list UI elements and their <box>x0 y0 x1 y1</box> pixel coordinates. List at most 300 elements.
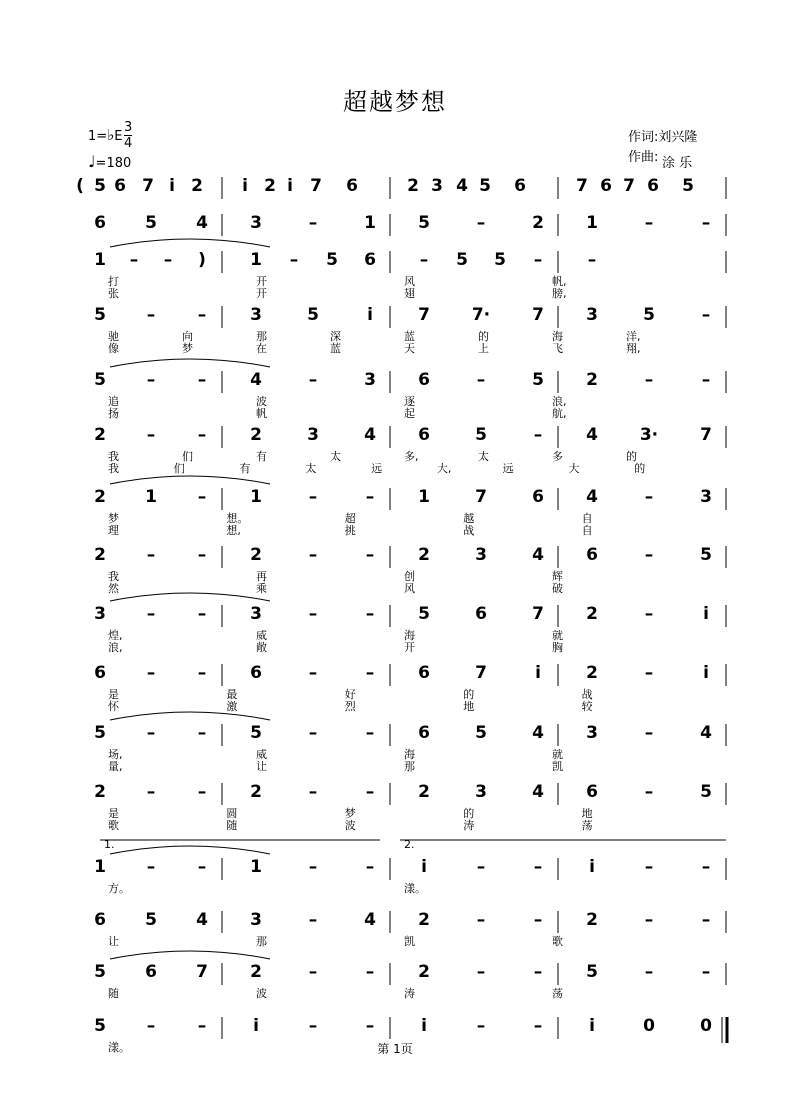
note: – <box>587 250 597 270</box>
note: – <box>197 545 207 565</box>
lyric: 像 <box>108 342 119 355</box>
note: – <box>476 962 486 982</box>
lyric: 荡 <box>552 987 563 1000</box>
note: – <box>197 370 207 390</box>
note: – <box>644 663 654 683</box>
note: – <box>533 1016 543 1036</box>
lyric: 翅 <box>404 287 415 300</box>
lyric: 海 <box>404 748 415 761</box>
note: – <box>701 370 711 390</box>
note: – <box>365 604 375 624</box>
note: i <box>535 663 541 683</box>
note: 5 <box>700 782 712 802</box>
note: 6 <box>94 663 106 683</box>
note: 2 <box>191 176 203 196</box>
note: – <box>533 857 543 877</box>
note: – <box>197 487 207 507</box>
lyric: 的 <box>463 807 475 820</box>
note: 6 <box>114 176 126 196</box>
lyric: 是 <box>108 807 119 820</box>
note: 4 <box>586 425 598 445</box>
note: – <box>308 487 318 507</box>
note: 2 <box>94 425 106 445</box>
note: – <box>308 1016 318 1036</box>
lyric: 荡 <box>581 819 593 832</box>
note: 6 <box>418 370 430 390</box>
lyric: 打 <box>108 275 119 288</box>
note: 4 <box>456 176 468 196</box>
lyricist: 作词:刘兴隆 <box>628 130 698 145</box>
note: 4 <box>196 910 208 930</box>
lyric: 让 <box>256 760 267 773</box>
lyric: 太 <box>305 462 317 475</box>
note: 5 <box>307 305 319 325</box>
note: ( <box>76 176 84 196</box>
lyric: 海 <box>404 629 415 642</box>
key-signature: 1=♭E <box>88 126 123 144</box>
lyric: 多 <box>552 450 563 463</box>
lyric: 凯 <box>552 760 563 773</box>
note: – <box>289 250 299 270</box>
note: – <box>146 663 156 683</box>
note: 5 <box>145 213 157 233</box>
note: 7· <box>471 305 491 325</box>
song-title: 超越梦想 <box>343 88 447 116</box>
lyric: 太 <box>478 450 489 463</box>
note: 5 <box>532 370 544 390</box>
lyric: 波 <box>344 819 356 832</box>
lyric: 远 <box>371 462 383 475</box>
note: 6 <box>532 487 544 507</box>
note: 6 <box>418 425 430 445</box>
note: 2 <box>94 487 106 507</box>
note: 1 <box>364 213 376 233</box>
note: 5 <box>418 213 430 233</box>
lyric: 有 <box>256 450 267 463</box>
note: – <box>308 782 318 802</box>
note: 2 <box>586 663 598 683</box>
note: 3· <box>639 425 659 445</box>
note: 4 <box>364 425 376 445</box>
lyric: 敞 <box>256 641 267 654</box>
note: 4 <box>700 723 712 743</box>
lyric: 让 <box>108 935 119 948</box>
note: 4 <box>532 723 544 743</box>
lyric: 想, <box>226 524 241 537</box>
note: – <box>644 604 654 624</box>
note: 3 <box>307 425 319 445</box>
lyric: 漾。 <box>404 882 426 895</box>
note: 2 <box>586 370 598 390</box>
lyric: 大, <box>436 462 452 475</box>
note: – <box>476 370 486 390</box>
lyric: 追 <box>108 395 119 408</box>
lyric: 翔, <box>626 342 641 355</box>
note: 2 <box>418 962 430 982</box>
note: 7 <box>532 604 544 624</box>
note: 6 <box>364 250 376 270</box>
note: i <box>421 1016 427 1036</box>
note: 3 <box>250 213 262 233</box>
lyric: 张 <box>108 287 119 300</box>
lyric: 梦 <box>108 512 119 525</box>
note: 2 <box>586 604 598 624</box>
lyric: 凯 <box>404 935 415 948</box>
note: 0 <box>700 1016 712 1036</box>
lyric: 的 <box>634 462 646 475</box>
note: – <box>197 723 207 743</box>
note: 4 <box>364 910 376 930</box>
note: – <box>644 857 654 877</box>
note: ) <box>198 250 206 270</box>
note: 1 <box>94 857 106 877</box>
note: 5 <box>145 910 157 930</box>
note: 2 <box>418 545 430 565</box>
note: 2 <box>407 176 419 196</box>
note: – <box>146 782 156 802</box>
time-signature: 3 4 <box>124 120 133 151</box>
note: 7 <box>475 663 487 683</box>
note: – <box>476 910 486 930</box>
slur <box>110 239 270 247</box>
lyric: 战 <box>581 688 593 701</box>
note: – <box>308 604 318 624</box>
note: 6 <box>346 176 358 196</box>
note: – <box>197 663 207 683</box>
lyric: 深 <box>330 330 341 343</box>
note: – <box>146 305 156 325</box>
lyric: 自 <box>581 512 593 525</box>
note: 6 <box>94 213 106 233</box>
note: – <box>419 250 429 270</box>
note: 5 <box>494 250 506 270</box>
note: 2 <box>532 213 544 233</box>
lyric: 膀, <box>552 287 567 300</box>
note: i <box>589 857 595 877</box>
note: i <box>703 604 709 624</box>
lyric: 挑 <box>344 524 356 537</box>
note: 5 <box>456 250 468 270</box>
lyric: 就 <box>552 629 563 642</box>
note: 3 <box>250 305 262 325</box>
note: 1 <box>250 487 262 507</box>
lyric: 天 <box>404 342 415 355</box>
note: 3 <box>94 604 106 624</box>
note: 6 <box>418 663 430 683</box>
note: – <box>701 857 711 877</box>
note: – <box>476 213 486 233</box>
note: – <box>365 1016 375 1036</box>
note: – <box>476 1016 486 1036</box>
note: 1 <box>250 857 262 877</box>
note: 5 <box>94 176 106 196</box>
slur <box>110 712 270 720</box>
note: i <box>367 305 373 325</box>
note: – <box>644 545 654 565</box>
note: 5 <box>94 370 106 390</box>
note: i <box>589 1016 595 1036</box>
note: – <box>146 370 156 390</box>
lyric: 乘 <box>256 582 267 595</box>
lyric: 涛 <box>463 819 475 832</box>
volta-1: 1. <box>104 838 115 851</box>
note: 1 <box>418 487 430 507</box>
lyric: 的 <box>463 688 475 701</box>
note: 2 <box>250 425 262 445</box>
lyric: 开 <box>256 275 267 288</box>
lyric: 波 <box>256 987 267 1000</box>
lyric: 超 <box>344 512 356 525</box>
note: 5 <box>250 723 262 743</box>
volta-2: 2. <box>404 838 415 851</box>
lyric: 量, <box>108 760 123 773</box>
note: – <box>146 425 156 445</box>
lyric: 开 <box>404 641 415 654</box>
lyric: 再 <box>256 570 267 583</box>
note: – <box>365 487 375 507</box>
note: 7 <box>576 176 588 196</box>
note: 3 <box>586 305 598 325</box>
lyric: 航, <box>552 407 567 420</box>
note: i <box>242 176 248 196</box>
lyric: 威 <box>256 748 267 761</box>
lyric: 那 <box>256 330 267 343</box>
note: 6 <box>145 962 157 982</box>
note: – <box>365 962 375 982</box>
note: 6 <box>250 663 262 683</box>
lyric: 地 <box>463 700 475 713</box>
lyric: 战 <box>463 524 475 537</box>
lyric: 帆 <box>256 407 267 420</box>
note: i <box>253 1016 259 1036</box>
note: – <box>365 663 375 683</box>
note: 1 <box>586 213 598 233</box>
note: 7 <box>310 176 322 196</box>
lyric: 的 <box>478 330 489 343</box>
lyric: 驰 <box>108 330 119 343</box>
slur <box>110 846 270 854</box>
note: 2 <box>264 176 276 196</box>
note: – <box>308 962 318 982</box>
note: – <box>365 545 375 565</box>
note: i <box>421 857 427 877</box>
lyric: 地 <box>581 807 593 820</box>
note: 7 <box>418 305 430 325</box>
note: 5 <box>475 723 487 743</box>
slur <box>110 951 270 959</box>
lyric: 那 <box>256 935 267 948</box>
note: – <box>533 962 543 982</box>
lyric: 创 <box>404 570 415 583</box>
note: – <box>644 487 654 507</box>
note: 6 <box>514 176 526 196</box>
note: – <box>701 213 711 233</box>
lyric: 是 <box>108 688 119 701</box>
lyric: 圆 <box>226 807 238 820</box>
note: – <box>197 604 207 624</box>
note: i <box>169 176 175 196</box>
lyric: 开 <box>256 287 267 300</box>
note: 3 <box>250 604 262 624</box>
note: 5 <box>700 545 712 565</box>
note: – <box>308 910 318 930</box>
note: 6 <box>418 723 430 743</box>
note: 5 <box>94 1016 106 1036</box>
note: – <box>644 782 654 802</box>
note: 3 <box>700 487 712 507</box>
lyric: 涛 <box>404 987 415 1000</box>
lyric: 帆, <box>552 275 567 288</box>
lyric: 歌 <box>108 819 119 832</box>
lyric: 威 <box>256 629 267 642</box>
note: 5 <box>326 250 338 270</box>
note: – <box>365 857 375 877</box>
note: 5 <box>479 176 491 196</box>
note: 6 <box>586 545 598 565</box>
note: – <box>308 723 318 743</box>
note: i <box>703 663 709 683</box>
note: 1 <box>94 250 106 270</box>
note: – <box>146 723 156 743</box>
lyric: 们 <box>182 450 193 463</box>
lyric: 随 <box>226 819 238 832</box>
note: 1 <box>145 487 157 507</box>
note: 4 <box>532 545 544 565</box>
lyric: 越 <box>463 512 475 525</box>
lyric: 那 <box>404 760 415 773</box>
lyric: 破 <box>552 582 563 595</box>
lyric: 理 <box>108 524 119 537</box>
lyric: 起 <box>404 407 415 420</box>
lyric: 漾。 <box>108 1041 130 1054</box>
note: 3 <box>364 370 376 390</box>
note: 4 <box>250 370 262 390</box>
note: – <box>476 857 486 877</box>
note: – <box>533 250 543 270</box>
lyric: 随 <box>108 987 119 1000</box>
lyric: 梦 <box>182 342 193 355</box>
lyric: 海 <box>552 330 563 343</box>
note: – <box>197 425 207 445</box>
note: 5 <box>643 305 655 325</box>
note: 7 <box>475 487 487 507</box>
note: 7 <box>700 425 712 445</box>
note: – <box>163 250 173 270</box>
note: 3 <box>250 910 262 930</box>
note: 3 <box>475 545 487 565</box>
lyric: 我 <box>108 450 119 463</box>
note: 5 <box>586 962 598 982</box>
note: 7 <box>623 176 635 196</box>
note: 2 <box>250 782 262 802</box>
lyric: 有 <box>239 462 251 475</box>
note: 6 <box>475 604 487 624</box>
note: – <box>308 857 318 877</box>
slur <box>110 359 270 367</box>
note: – <box>197 857 207 877</box>
lyric: 蓝 <box>330 342 341 355</box>
lyric: 扬 <box>108 407 119 420</box>
note: – <box>644 213 654 233</box>
note: 5 <box>94 723 106 743</box>
lyric: 浪, <box>108 641 123 654</box>
lyric: 我 <box>108 570 119 583</box>
lyric: 太 <box>330 450 341 463</box>
lyric: 上 <box>478 342 489 355</box>
lyric: 好 <box>344 688 356 701</box>
note: – <box>365 782 375 802</box>
note: – <box>365 723 375 743</box>
lyric: 向 <box>182 330 193 343</box>
lyric: 浪, <box>552 395 567 408</box>
lyric: 蓝 <box>404 330 415 343</box>
note: 5 <box>94 962 106 982</box>
lyric: 方。 <box>108 882 130 895</box>
note: – <box>308 545 318 565</box>
lyric: 波 <box>256 395 267 408</box>
lyric: 辉 <box>552 570 563 583</box>
note: 4 <box>196 213 208 233</box>
lyric: 风 <box>404 582 415 595</box>
note: – <box>197 305 207 325</box>
note: 7 <box>196 962 208 982</box>
page-number: 第 1页 <box>377 1042 413 1056</box>
note: – <box>644 962 654 982</box>
note: i <box>287 176 293 196</box>
note: 5 <box>475 425 487 445</box>
note: 5 <box>418 604 430 624</box>
note: 1 <box>250 250 262 270</box>
lyric: 大 <box>568 462 580 475</box>
note: – <box>533 910 543 930</box>
note: – <box>146 604 156 624</box>
lyric: 胸 <box>552 641 563 654</box>
note: 6 <box>586 782 598 802</box>
note: – <box>308 663 318 683</box>
note: 2 <box>418 910 430 930</box>
note: 2 <box>94 782 106 802</box>
lyric: 怀 <box>108 700 119 713</box>
composer-label: 作曲: <box>628 150 659 165</box>
lyric: 在 <box>256 342 267 355</box>
note: 2 <box>250 545 262 565</box>
note: – <box>701 962 711 982</box>
composer: 涂 乐 <box>662 156 693 171</box>
lyric: 场, <box>108 748 123 761</box>
note: 4 <box>532 782 544 802</box>
lyric: 烈 <box>344 700 356 713</box>
note: 6 <box>600 176 612 196</box>
note: – <box>644 370 654 390</box>
note: 7 <box>532 305 544 325</box>
note: – <box>146 1016 156 1036</box>
note: 3 <box>475 782 487 802</box>
note: 2 <box>418 782 430 802</box>
lyric: 最 <box>226 688 238 701</box>
note: – <box>308 213 318 233</box>
lyric: 较 <box>581 700 593 713</box>
slur <box>110 593 270 601</box>
lyric: 风 <box>404 275 415 288</box>
note: – <box>701 305 711 325</box>
lyric: 梦 <box>344 807 356 820</box>
note: – <box>701 910 711 930</box>
lyric: 煌, <box>108 629 123 642</box>
lyric: 就 <box>552 748 563 761</box>
note: 6 <box>647 176 659 196</box>
note: 2 <box>94 545 106 565</box>
slur <box>110 476 270 484</box>
